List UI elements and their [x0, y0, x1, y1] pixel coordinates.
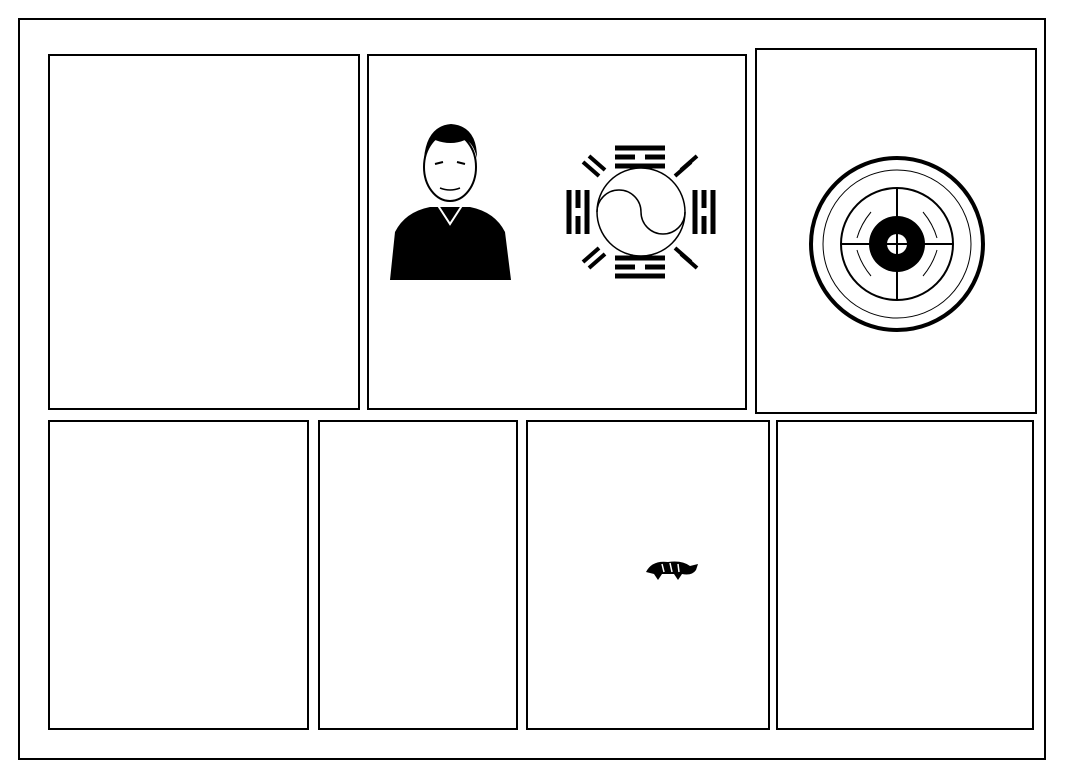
- wheel-panel: [755, 48, 1037, 414]
- special-code-panel: [526, 420, 770, 730]
- portrait-image: [385, 112, 515, 280]
- barcode: [960, 740, 1040, 756]
- joke-panel: [48, 54, 360, 410]
- starburst-badge: [780, 426, 1032, 576]
- taoist-code-panel: [318, 420, 518, 730]
- zodiac-poem-panel: [48, 420, 309, 730]
- lucky-wheel: [801, 154, 993, 334]
- combo-panel: [367, 54, 747, 410]
- jockey-club-panel: [776, 420, 1034, 730]
- code-label: [387, 290, 395, 308]
- bagua-diagram: [535, 118, 747, 304]
- tiger-icon: [642, 554, 702, 582]
